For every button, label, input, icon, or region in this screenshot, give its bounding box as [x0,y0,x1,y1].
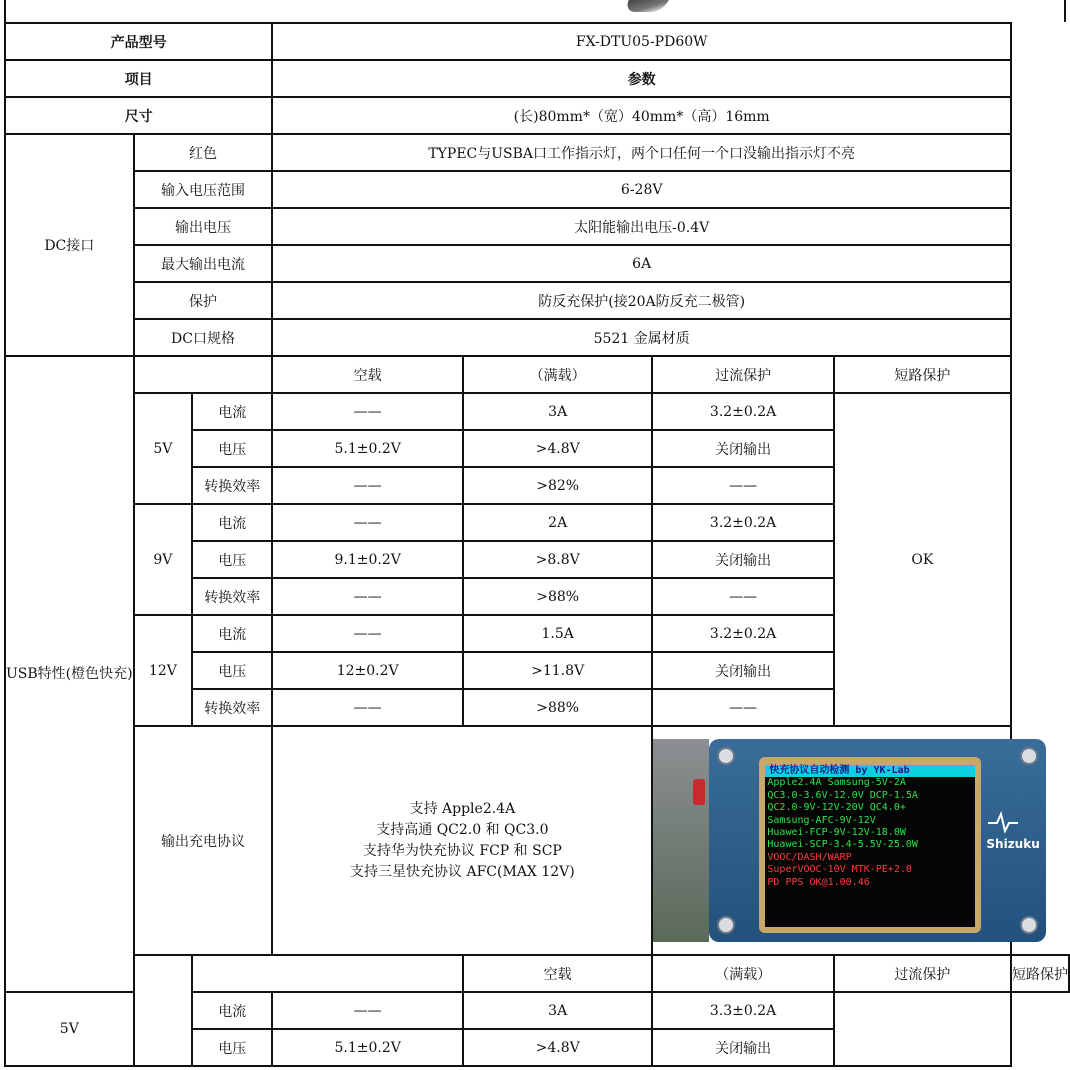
ocp-value: 3.2±0.2A [652,393,833,430]
param-label: 电压 [192,430,272,467]
product-photo-fragment [623,0,669,12]
ocp-value: —— [652,578,833,615]
screen-line: SuperVOOC-10V MTK-PE+2.0 [767,864,912,876]
screw-icon [717,916,735,934]
dc-label: 保护 [134,282,273,319]
fullload-value: >4.8V [463,430,652,467]
fullload-value: 2A [463,504,652,541]
dc-value: TYPEC与USBA口工作指示灯，两个口任何一个口没输出指示灯不亮 [272,134,1011,171]
fullload-value: 1.5A [463,615,652,652]
protocol-label: 输出充电协议 [134,726,273,955]
dc-label: 最大输出电流 [134,245,273,282]
usb2-header-blank [192,955,463,992]
voltage-label: 5V [134,393,193,504]
usb-header-blank [134,356,273,393]
noload-value: 12±0.2V [272,652,463,689]
pulse-logo-icon [988,811,1018,833]
model-value: FX-DTU05-PD60W [272,23,1011,60]
row-model [5,23,1069,60]
row-dc-red [5,134,1069,171]
size-label: 尺寸 [5,97,272,134]
table-row [5,393,1069,430]
noload-value: 5.1±0.2V [272,1029,463,1066]
protocol-line: 支持三星快充协议 AFC(MAX 12V) [350,863,575,880]
col-header-fullload: （满载） [463,356,652,393]
top-photo-strip [0,0,1070,22]
param-label: 转换效率 [192,689,272,726]
spec-table [4,22,1070,1067]
ocp-value: —— [652,467,833,504]
row-dc-current [5,245,1069,282]
param-label: 转换效率 [192,578,272,615]
fullload-value: >8.8V [463,541,652,578]
table-edge-left [4,0,6,22]
dc-value: 6-28V [272,171,1011,208]
screen-line: VOOC/DASH/WARP [767,851,852,863]
screw-icon [1020,916,1038,934]
ocp-value: —— [652,689,833,726]
screen-line: Samsung-AFC-9V-12V [767,814,876,826]
col-header-fullload: （满载） [652,955,833,992]
ocp-value: 3.2±0.2A [652,504,833,541]
voltage-label: 5V [5,992,134,1066]
screw-icon [1020,747,1038,765]
fullload-value: >88% [463,578,652,615]
param-label: 电流 [192,615,272,652]
voltage-label: 9V [134,504,193,615]
col-header-short: 短路保护 [834,356,1011,393]
ocp-value: 3.3±0.2A [652,992,833,1029]
fullload-value: >11.8V [463,652,652,689]
short-protect-value: OK [834,393,1011,726]
noload-value: —— [272,393,463,430]
tester-screen [765,765,975,927]
fullload-value: >4.8V [463,1029,652,1066]
voltage-label: 12V [134,615,193,726]
red-indicator [693,779,705,805]
fullload-value: 3A [463,992,652,1029]
usb-tester-photo [709,739,1046,942]
screw-icon [717,747,735,765]
row-usb2-header [5,955,1069,992]
screen-line: QC3.0-3.6V-12.0V DCP-1.5A [767,789,918,801]
dc-value: 太阳能输出电压-0.4V [272,208,1011,245]
row-dc-output [5,208,1069,245]
model-label: 产品型号 [5,23,272,60]
row-header [5,60,1069,97]
noload-value: —— [272,992,463,1029]
param-label: 电流 [192,504,272,541]
tester-photo-cell [652,726,1040,955]
param-label: 转换效率 [192,467,272,504]
col-header-noload: 空载 [463,955,652,992]
protocol-line: 支持华为快充协议 FCP 和 SCP [362,842,562,859]
row-dc-protect [5,282,1069,319]
protocol-list [272,726,652,955]
fullload-value: >82% [463,467,652,504]
noload-value: 9.1±0.2V [272,541,463,578]
param-label: 电流 [192,393,272,430]
protocol-line: 支持高通 QC2.0 和 QC3.0 [376,821,549,838]
screen-line: PD PPS OK@1.00.46 [767,876,870,888]
row-protocol [5,726,1069,955]
noload-value: —— [272,504,463,541]
dc-label: 输出电压 [134,208,273,245]
item-header: 项目 [5,60,272,97]
param-label: 电流 [192,992,272,1029]
noload-value: —— [272,689,463,726]
circuit-board [653,739,709,942]
row-size [5,97,1069,134]
ocp-value: 关闭输出 [652,541,833,578]
dc-label: DC口规格 [134,319,273,356]
row-usb-header [5,356,1069,393]
col-header-noload: 空载 [272,356,463,393]
ocp-value: 关闭输出 [652,1029,833,1066]
col-header-short: 短路保护 [1011,955,1069,992]
size-value: (长)80mm*（宽）40mm*（高）16mm [272,97,1011,134]
noload-value: —— [272,467,463,504]
noload-value: —— [272,615,463,652]
dc-group-label: DC接口 [5,134,134,356]
dc-label: 红色 [134,134,273,171]
dc-label: 输入电压范围 [134,171,273,208]
param-label: 电压 [192,541,272,578]
brand-label: Shizuku [986,837,1040,851]
row-dc-spec [5,319,1069,356]
fullload-value: >88% [463,689,652,726]
protocol-line: 支持 Apple2.4A [409,800,516,817]
noload-value: 5.1±0.2V [272,430,463,467]
row-dc-input [5,171,1069,208]
screen-line: Apple2.4A Samsung-5V-2A [767,777,906,789]
usb-group-label: USB特性(橙色快充) [5,356,134,992]
screen-line: Huawei-FCP-9V-12V-18.0W [767,827,906,839]
dc-value: 5521 金属材质 [272,319,1011,356]
col-header-ocp: 过流保护 [834,955,1011,992]
col-header-ocp: 过流保护 [652,356,833,393]
table-edge-right [1064,0,1066,22]
param-label: 电压 [192,1029,272,1066]
dc-value: 6A [272,245,1011,282]
ocp-value: 3.2±0.2A [652,615,833,652]
dc-value: 防反充保护(接20A防反充二极管) [272,282,1011,319]
noload-value: —— [272,578,463,615]
screen-line: QC2.0-9V-12V-20V QC4.0+ [767,802,906,814]
fullload-value: 3A [463,393,652,430]
ocp-value: 关闭输出 [652,652,833,689]
param-header: 参数 [272,60,1011,97]
screen-line: Huawei-SCP-3.4-5.5V-25.0W [767,839,918,851]
screen-title: 快充协议自动检测 by YK-Lab [765,765,975,777]
ocp-value: 关闭输出 [652,430,833,467]
param-label: 电压 [192,652,272,689]
usb2-group-label [134,955,193,1066]
short-protect-value [834,992,1011,1066]
